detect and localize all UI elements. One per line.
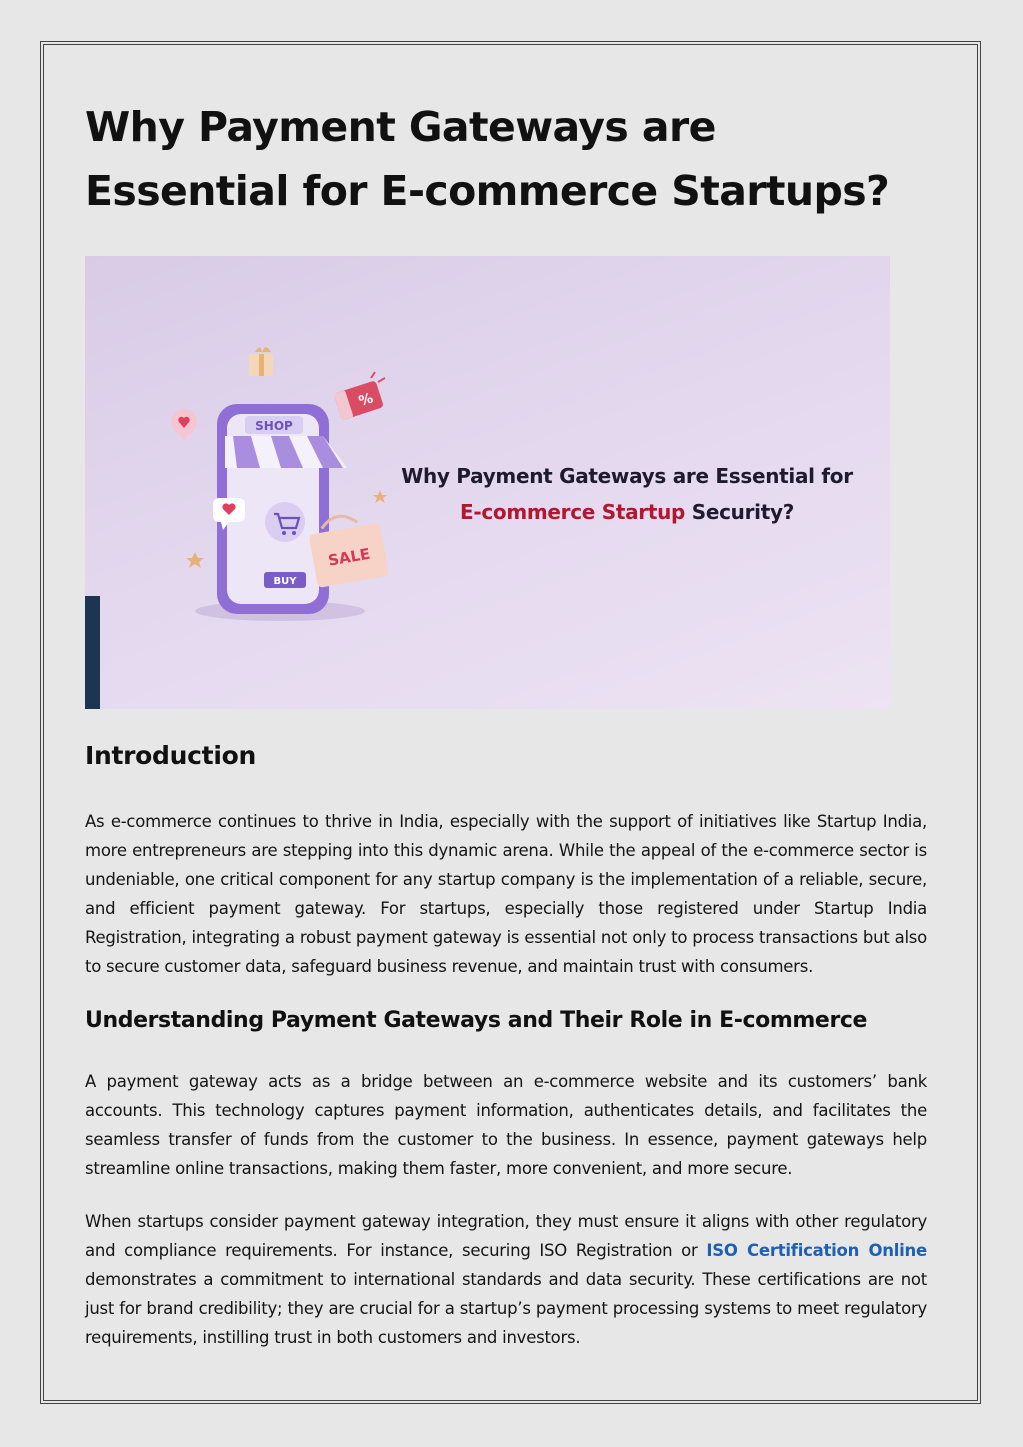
- section2-body2: [85, 1207, 927, 1352]
- heart-pin-icon: [171, 409, 197, 442]
- svg-text:SHOP: SHOP: [255, 419, 293, 433]
- document-title-block: [85, 95, 927, 223]
- hero-caption-accent: E-commerce Startup: [459, 500, 686, 524]
- intro-body: [85, 807, 927, 981]
- hero-banner-image: [85, 256, 890, 709]
- intro-heading: Introduction: [85, 741, 256, 770]
- star-icon: [373, 490, 387, 503]
- intro-paragraph: As e-commerce continues to thrive in India, especially with the support of initiatives like Startup India, more entrepreneurs are stepping into this dynamic arena. While the appeal of the e-commerce sector is undeniable, one critical component for any startup company is the implementation of a reliable, secure, and efficient payment gateway. For startups, especially those registered under Startup India Registration, integrating a robust payment gateway is essential not only to process transactions but also to secure customer data, safeguard business revenue, and maintain trust with consumers.: [85, 812, 927, 976]
- intro-section: [85, 741, 927, 770]
- star-icon: [186, 552, 204, 568]
- hero-caption: [387, 458, 867, 530]
- section2-paragraph2-end: demonstrates a commitment to international standards and data security. These certifications are not just for brand credibility; they are crucial for a startup’s payment processing systems to meet regulatory requirements, instilling trust in both customers and investors.: [85, 1270, 927, 1347]
- hero-caption-line2: [387, 494, 867, 530]
- gift-icon: [249, 347, 273, 376]
- section2-heading-block: [85, 1008, 927, 1033]
- section2-paragraph2-start: When startups consider payment gateway integration, they must ensure it aligns with other regulatory and compliance requirements. For instance, securing ISO Registration or: [85, 1212, 927, 1260]
- section2-heading: Understanding Payment Gateways and Their Role in E-commerce: [85, 1008, 868, 1033]
- svg-text:SALE: SALE: [326, 544, 372, 570]
- banner-edge-strip: [85, 596, 100, 709]
- section2-body1: [85, 1067, 927, 1183]
- document-title: Why Payment Gateways are Essential for E-commerce Startups?: [85, 103, 890, 215]
- svg-text:BUY: BUY: [273, 576, 297, 587]
- page-border-inner: [43, 44, 978, 1401]
- hero-caption-rest: Security?: [685, 500, 795, 524]
- section2-paragraph1: A payment gateway acts as a bridge between an e-commerce website and its customers’ bank accounts. This technology captures payment information, authenticates details, and facilitates the seamless transfer of funds from the customer to the business. In essence, payment gateways help streamline online transactions, making them faster, more convenient, and more secure.: [85, 1072, 927, 1178]
- discount-tag-icon: [333, 380, 383, 420]
- section2-paragraph2: [85, 1207, 927, 1352]
- iso-certification-link[interactable]: ISO Certification Online: [706, 1241, 927, 1260]
- hero-caption-line1: Why Payment Gateways are Essential for: [401, 464, 853, 488]
- svg-text:%: %: [356, 390, 376, 410]
